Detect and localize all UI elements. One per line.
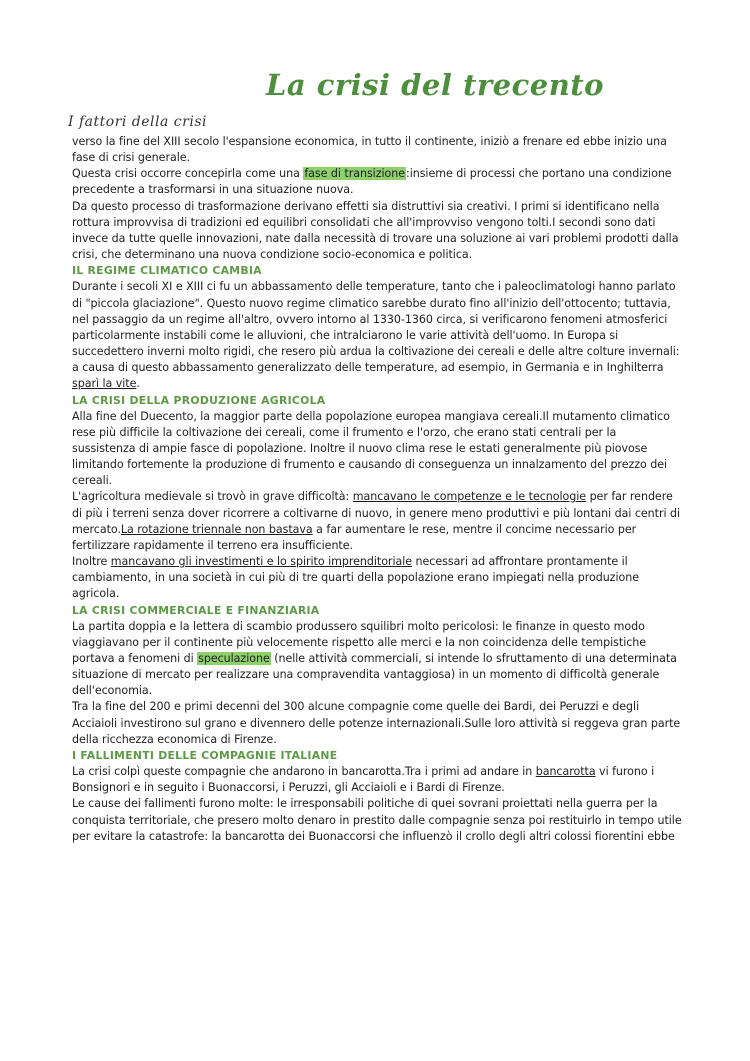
intro-paragraph-3: Da questo processo di trasformazione derivano effetti sia distruttivi sia creativi. I primi si identificano nella rottura improvvisa di tradizioni ed equilibri consolidati che all'improvviso vengono tolti.I secondi sono dati invece da tutte quelle innovazioni, nate dalla necessità di trovare una soluzione ai vari problemi prodotti dalla crisi, che determinano una nuova condizione socio-economica e politica.	[72, 199, 679, 262]
heading-fallimenti: I FALLIMENTI DELLE COMPAGNIE ITALIANE	[72, 748, 338, 762]
underline-bancarotta: bancarotta	[535, 765, 596, 779]
agricola-paragraph-3: Inoltre mancavano gli investimenti e lo spirito imprenditoriale necessari ad affrontare prontamente il cambiamento, in una società in cui più di tre quarti della popolazione erano impiegati nella produzione agricola.	[72, 555, 639, 601]
page-title: La crisi del trecento	[265, 68, 605, 102]
intro-paragraph-2: Questa crisi occorre concepirla come una fase di transizione:insieme di processi che portano una condizione precedente a trasformarsi in una situazione nuova.	[72, 167, 672, 197]
underline-rotazione: La rotazione triennale non bastava	[120, 522, 313, 536]
heading-clima: IL REGIME CLIMATICO CAMBIA	[72, 264, 262, 278]
agricola-paragraph-2: L'agricoltura medievale si trovò in grave difficoltà: mancavano le competenze e le tecnologie per far rendere di più i terreni senza dover ricorrere a coltivarne di nuovo, in genere meno produttivi e più lontani dai centri di mercato.La rotazione triennale non bastava a far aumentare le rese, mentre il concime necessario per fertilizzare rapidamente il terreno era insufficiente.	[72, 490, 681, 552]
commerciale-paragraph-2: Tra la fine del 200 e primi decenni del 300 alcune compagnie come quelle dei Bardi, dei Peruzzi e degli Acciaioli investirono sul grano e divennero delle potenze internazionali.Sulle loro attività si reggeva gran parte della ricchezza economica di Firenze.	[72, 700, 681, 746]
commerciale-paragraph-1: La partita doppia e la lettera di scambio produssero squilibri molto pericolosi: le finanze in questo modo viaggiavano per il continente più velocemente rispetto alle merci e la non coincidenza delle tempistiche portava a fenomeni di speculazione (nelle attività commerciali, si intende lo sfruttamento di una determinata situazione di mercato per realizzare una compravendita vantaggiosa) in un momento di difficoltà generale dell'economia.	[72, 619, 677, 698]
highlight-speculazione: speculazione	[198, 652, 270, 665]
underline-vite: sparì la vite	[72, 377, 137, 391]
highlight-transizione: fase di transizione	[304, 167, 405, 181]
clima-paragraph: Durante i secoli XI e XIII ci fu un abbassamento delle temperature, tanto che i paleoclimatologi hanno parlato di "piccola glaciazione". Questo nuovo regime climatico sarebbe durato fino all'inizio dell'ottocento; tuttavia, nel passaggio da un regime all'altro, ovvero intorno al 1330-1360 circa, si verificarono fenomeni atmosferici particolarmente instabili come le alluvioni, che intralciarono le varie attività dell'uomo. In Europa si succedettero inverni molto rigidi, che resero più ardua la coltivazione dei cereali e delle altre colture invernali: a causa di questo abbassamento generalizzato delle temperature, ad esempio, in Germania e in Inghilterra sparì la vite.	[72, 280, 680, 391]
section-subtitle: I fattori della crisi	[68, 114, 207, 130]
underline-competenze: mancavano le competenze e le tecnologie	[352, 490, 587, 504]
fallimenti-paragraph-2: Le cause dei fallimenti furono molte: le irresponsabili politiche di quei sovrani proiettati nella guerra per la conquista territoriale, che presero molto denaro in prestito dalle compagnie senza poi restituirlo in tempo utile per evitare la catastrofe: la bancarotta dei Buonaccorsi che influenzò il crollo degli altri colossi fiorentini ebbe	[72, 797, 682, 843]
heading-agricola: LA CRISI DELLA PRODUZIONE AGRICOLA	[72, 393, 326, 407]
notes-body	[72, 134, 682, 845]
fallimenti-paragraph-1: La crisi colpì queste compagnie che andarono in bancarotta.Tra i primi ad andare in bancarotta vi furono i Bonsignori e in seguito i Buonaccorsi, i Peruzzi, gli Acciaioli e i Bardi di Firenze.	[72, 765, 655, 795]
heading-commerciale: LA CRISI COMMERCIALE E FINANZIARIA	[72, 603, 320, 617]
intro-paragraph-1: verso la fine del XIII secolo l'espansione economica, in tutto il continente, iniziò a frenare ed ebbe inizio una fase di crisi generale.	[72, 135, 667, 165]
agricola-paragraph-1: Alla fine del Duecento, la maggior parte della popolazione europea mangiava cereali.Il mutamento climatico rese più difficile la coltivazione dei cereali, come il frumento e l'orzo, che erano stati centrali per la sussistenza di ampie fasce di popolazione. Inoltre il nuovo clima rese le estati generalmente più piovose limitando fortemente la produzione di frumento e causando di conseguenza un innalzamento del prezzo dei cereali.	[72, 409, 670, 488]
underline-investimenti: mancavano gli investimenti e lo spirito imprenditoriale	[110, 555, 413, 569]
